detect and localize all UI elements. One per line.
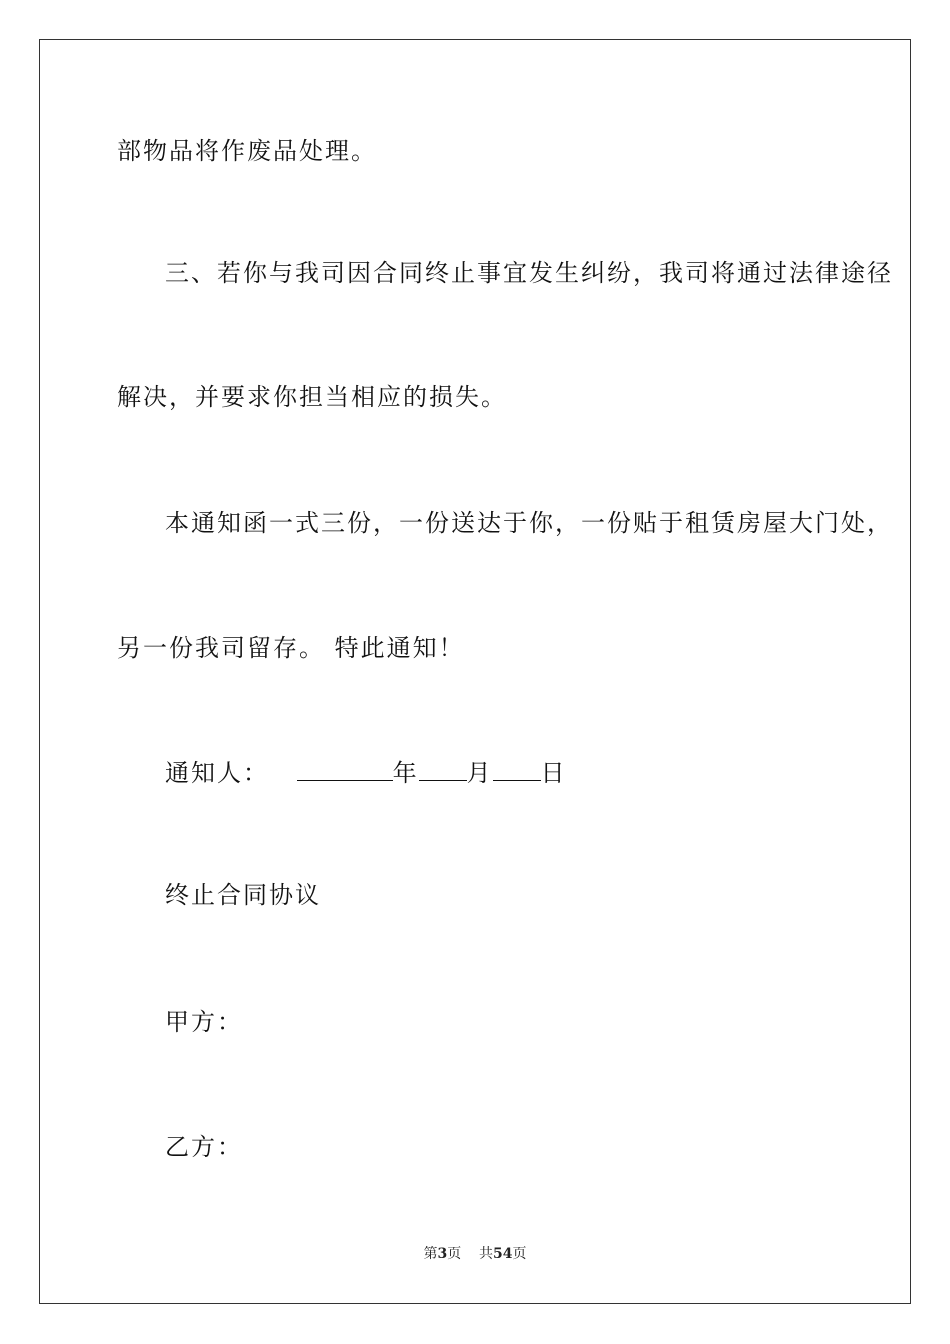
- notifier-line: [165, 758, 567, 788]
- page-footer: [0, 1245, 950, 1263]
- text-line-1: 部物品将作废品处理。: [117, 137, 377, 165]
- day-blank: [493, 758, 541, 781]
- footer-total-pages: 54: [493, 1246, 513, 1262]
- year-label: 年: [392, 759, 419, 787]
- footer-page-number: 3: [437, 1246, 448, 1262]
- footer-page-suffix: 页: [447, 1246, 462, 1262]
- text-line-5: 另一份我司留存。 特此通知！: [117, 634, 465, 662]
- month-blank: [419, 758, 467, 781]
- footer-total-suffix: 页: [512, 1246, 527, 1262]
- page-border: [39, 39, 911, 1304]
- day-label: 日: [540, 759, 567, 787]
- footer-total-prefix: 共: [479, 1246, 494, 1262]
- text-line-4: 本通知函一式三份，一份送达于你，一份贴于租赁房屋大门处，: [165, 509, 893, 537]
- agreement-heading: 终止合同协议: [165, 881, 321, 909]
- party-b-label: 乙方：: [165, 1133, 243, 1161]
- month-label: 月: [466, 759, 493, 787]
- party-a-label: 甲方：: [165, 1008, 243, 1036]
- text-line-3: 解决，并要求你担当相应的损失。: [117, 383, 507, 411]
- notifier-label: 通知人：: [165, 759, 269, 787]
- year-blank: [297, 758, 393, 781]
- text-line-2: 三、若你与我司因合同终止事宜发生纠纷，我司将通过法律途径: [165, 259, 893, 287]
- footer-prefix: 第: [423, 1246, 438, 1262]
